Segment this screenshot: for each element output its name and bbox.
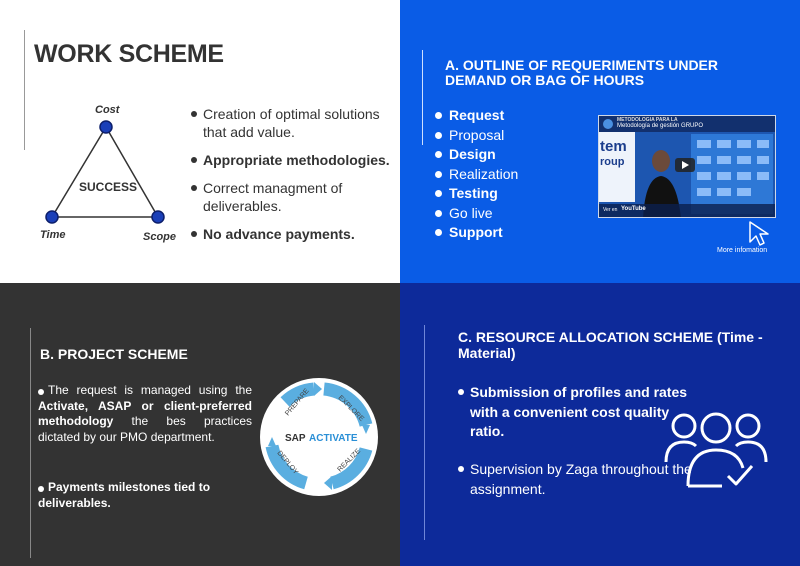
divider bbox=[24, 30, 25, 150]
team-people-icon bbox=[664, 408, 768, 494]
work-scheme-panel bbox=[0, 0, 400, 283]
list-item: Correct managment of deliverables. bbox=[190, 179, 395, 215]
phases-list bbox=[435, 106, 518, 243]
project-scheme-paragraph: The request is managed using the Activate, ASAP or client-preferred methodology the bes practices dictated by our PMO department. bbox=[38, 383, 252, 444]
pointer-cursor-icon[interactable] bbox=[748, 220, 778, 250]
video-channel: METODOLOGIA PARA LA bbox=[617, 117, 678, 123]
list-item: Appropriate methodologies. bbox=[190, 151, 395, 169]
phase-prepare: PREPARE bbox=[284, 387, 311, 418]
list-item: Realization bbox=[435, 165, 518, 185]
video-brand-1: tem bbox=[600, 138, 627, 155]
divider bbox=[424, 325, 425, 540]
section-c-title: C. RESOURCE ALLOCATION SCHEME (Time - Material) bbox=[458, 329, 763, 361]
work-scheme-list bbox=[190, 105, 395, 253]
payments-paragraph: Payments milestones tied to deliverables. bbox=[38, 480, 211, 510]
list-item: Supervision by Zaga throughout the assignment. bbox=[458, 460, 698, 499]
cost-label: Cost bbox=[95, 104, 120, 116]
section-a-panel bbox=[400, 0, 800, 283]
more-information-link[interactable]: More infomation bbox=[717, 247, 768, 254]
watch-on-label: Ver en bbox=[603, 207, 618, 213]
divider bbox=[30, 328, 31, 558]
video-brand-2: roup bbox=[600, 156, 625, 168]
time-node bbox=[46, 211, 58, 223]
video-background bbox=[599, 116, 776, 218]
list-item: Request bbox=[435, 106, 518, 126]
list-item: Submission of profiles and rates with a convenient cost quality ratio. bbox=[458, 383, 698, 442]
success-label: SUCCESS bbox=[79, 180, 138, 194]
success-triangle-diagram bbox=[30, 100, 180, 230]
phase-deploy: DEPLOY bbox=[275, 449, 300, 477]
youtube-logo: YouTube bbox=[621, 206, 646, 212]
list-item: Design bbox=[435, 145, 518, 165]
section-c-panel bbox=[400, 283, 800, 566]
bullet bbox=[38, 486, 44, 492]
scope-label: Scope bbox=[143, 231, 177, 243]
work-scheme-title: WORK SCHEME bbox=[34, 40, 224, 68]
phase-explore: EXPLORE bbox=[336, 394, 365, 423]
time-label: Time bbox=[40, 229, 66, 241]
activate-label: ACTIVATE bbox=[309, 433, 358, 444]
list-item: Go live bbox=[435, 204, 518, 224]
cost-node bbox=[100, 121, 112, 133]
divider bbox=[422, 50, 423, 145]
section-b-panel bbox=[0, 283, 400, 566]
video-title: Metodología de gestión GRUPO bbox=[617, 123, 704, 129]
section-a-title: A. OUTLINE OF REQUERIMENTS UNDER DEMAND OR BAG OF HOURS bbox=[445, 57, 719, 88]
phase-realize: REALIZE bbox=[336, 447, 363, 474]
list-item: Proposal bbox=[435, 126, 518, 146]
sap-label: SAP bbox=[285, 433, 306, 444]
list-item: Creation of optimal solutions that add value. bbox=[190, 105, 395, 141]
video-thumbnail[interactable] bbox=[598, 115, 776, 218]
bullet bbox=[38, 389, 44, 395]
list-item: No advance payments. bbox=[190, 225, 395, 243]
list-item: Testing bbox=[435, 184, 518, 204]
scope-node bbox=[152, 211, 164, 223]
list-item: Support bbox=[435, 223, 518, 243]
section-b-title: B. PROJECT SCHEME bbox=[40, 346, 188, 362]
sap-activate-diagram bbox=[258, 376, 380, 498]
